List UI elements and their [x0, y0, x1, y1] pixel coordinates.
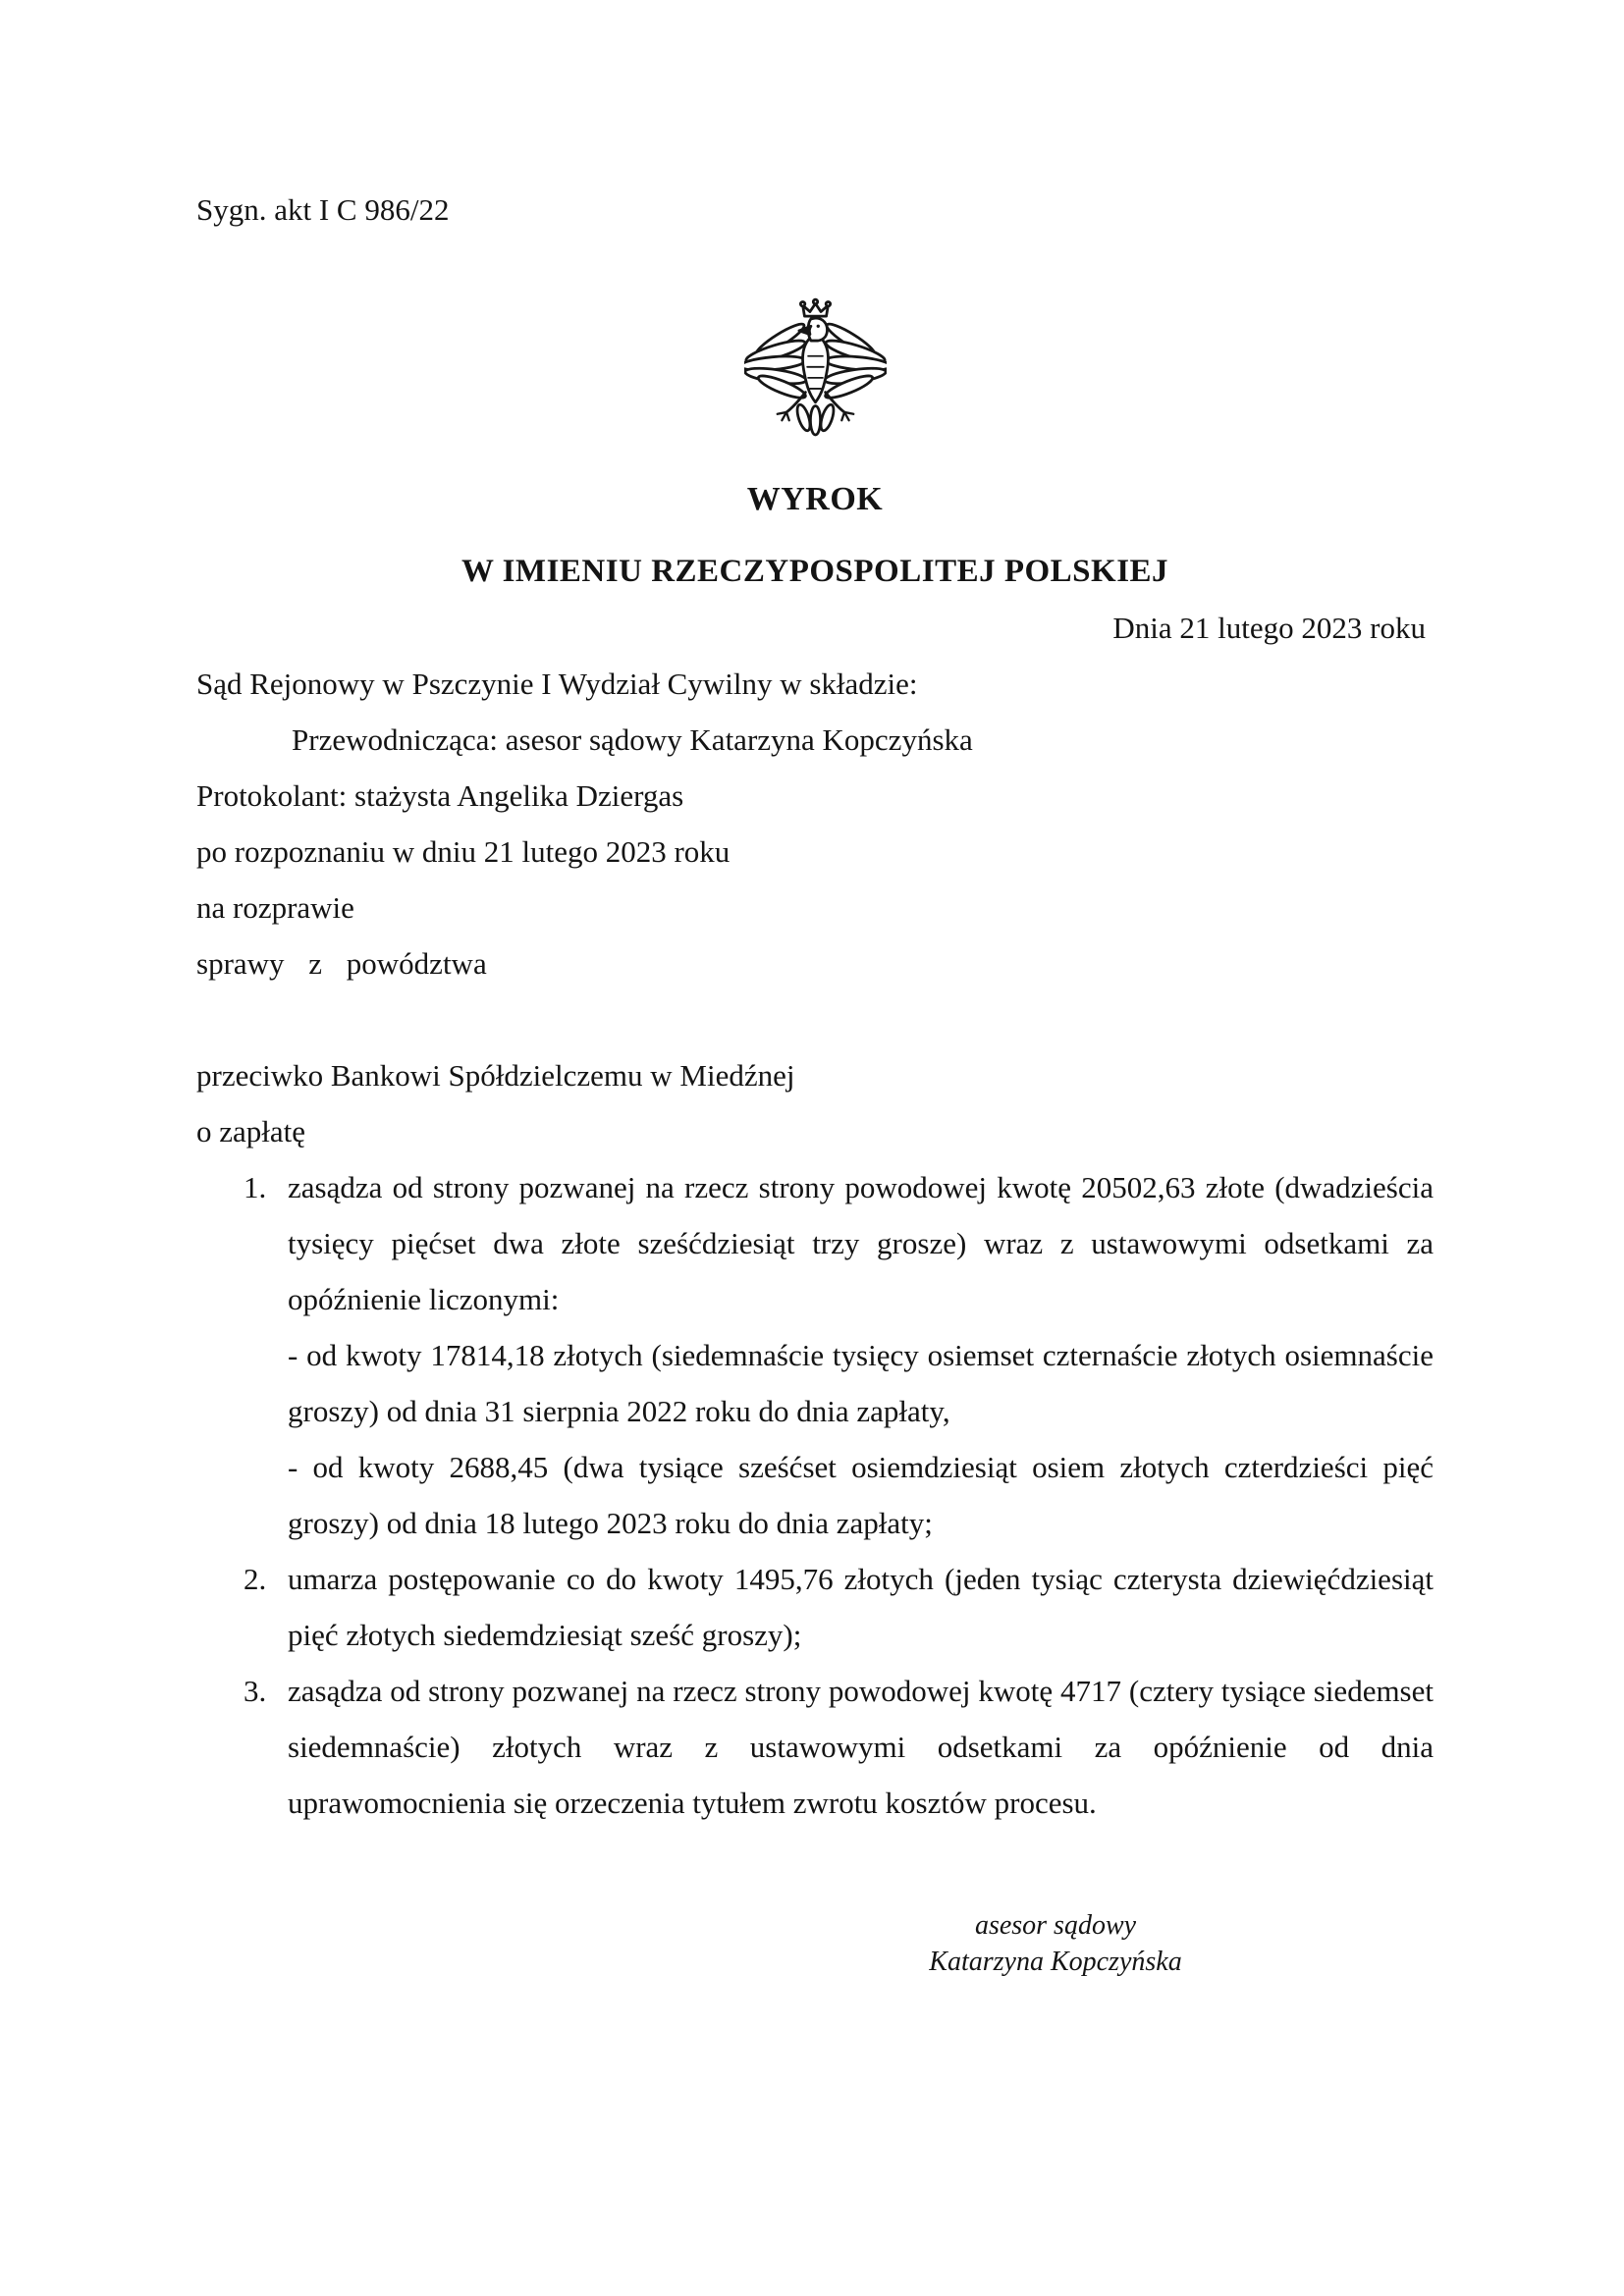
judgment-title: WYROK — [746, 481, 884, 517]
judgment-date: Dnia 21 lutego 2023 roku — [1112, 611, 1426, 645]
rulings-list — [196, 1159, 1434, 1831]
court-line: na rozprawie — [196, 890, 354, 925]
ruling-item — [196, 1663, 1434, 1831]
signature-role: asesor sądowy — [974, 1910, 1137, 1941]
ruling-item — [196, 1159, 1434, 1551]
ruling-paragraph: - od kwoty 2688,45 (dwa tysiące sześćset osiemdziesiąt osiem złotych czterdzieści pięć groszy) od dnia 18 lutego 2023 roku do dnia zapłaty; — [288, 1450, 1434, 1540]
signature-block — [859, 1907, 1252, 1980]
ruling-paragraph: zasądza od strony pozwanej na rzecz strony powodowej kwotę 20502,63 złote (dwadzieścia tysięcy pięćset dwa złote sześćdziesiąt trzy grosze) wraz z ustawowymi odsetkami za opóźnienie liczonymi: — [288, 1170, 1434, 1316]
court-composition-section — [196, 656, 1434, 1159]
redacted-blank-line — [196, 991, 1434, 1047]
court-line: przeciwko Bankowi Spółdzielczemu w Miedźnej — [196, 1058, 795, 1093]
case-number: Sygn. akt I C 986/22 — [196, 192, 450, 227]
ruling-number: 3. — [244, 1674, 267, 1708]
ruling-text — [288, 1159, 1434, 1551]
court-line: sprawy z powództwa — [196, 946, 487, 981]
signature-name: Katarzyna Kopczyńska — [929, 1947, 1182, 1977]
ruling-text — [288, 1663, 1434, 1831]
ruling-item — [196, 1551, 1434, 1663]
court-line: Protokolant: stażysta Angelika Dziergas — [196, 778, 684, 813]
polish-eagle-icon — [744, 294, 887, 447]
court-line: Sąd Rejonowy w Pszczynie I Wydział Cywilny w składzie: — [196, 667, 918, 701]
court-line: po rozpoznaniu w dniu 21 lutego 2023 roku — [196, 834, 731, 869]
ruling-number: 1. — [244, 1170, 267, 1204]
ruling-paragraph: umarza postępowanie co do kwoty 1495,76 złotych (jeden tysiąc czterysta dziewięćdziesiąt pięć złotych siedemdziesiąt sześć groszy); — [288, 1562, 1434, 1652]
court-line: Przewodnicząca: asesor sądowy Katarzyna Kopczyńska — [292, 722, 973, 757]
polish-eagle-emblem — [196, 294, 1434, 447]
ruling-paragraph: - od kwoty 17814,18 złotych (siedemnaście tysięcy osiemset czternaście złotych osiemnaście groszy) od dnia 31 sierpnia 2022 roku do dnia zapłaty, — [288, 1338, 1434, 1428]
ruling-text — [288, 1551, 1434, 1663]
court-line: o zapłatę — [196, 1114, 306, 1148]
ruling-paragraph: zasądza od strony pozwanej na rzecz strony powodowej kwotę 4717 (cztery tysiące siedemset siedemnaście) złotych wraz z ustawowymi odsetkami za opóźnienie od dnia uprawomocnienia się orzeczenia tytułem zwrotu kosztów procesu. — [288, 1674, 1434, 1820]
ruling-number: 2. — [244, 1562, 267, 1596]
judgment-subtitle: W IMIENIU RZECZYPOSPOLITEJ POLSKIEJ — [460, 554, 1169, 589]
